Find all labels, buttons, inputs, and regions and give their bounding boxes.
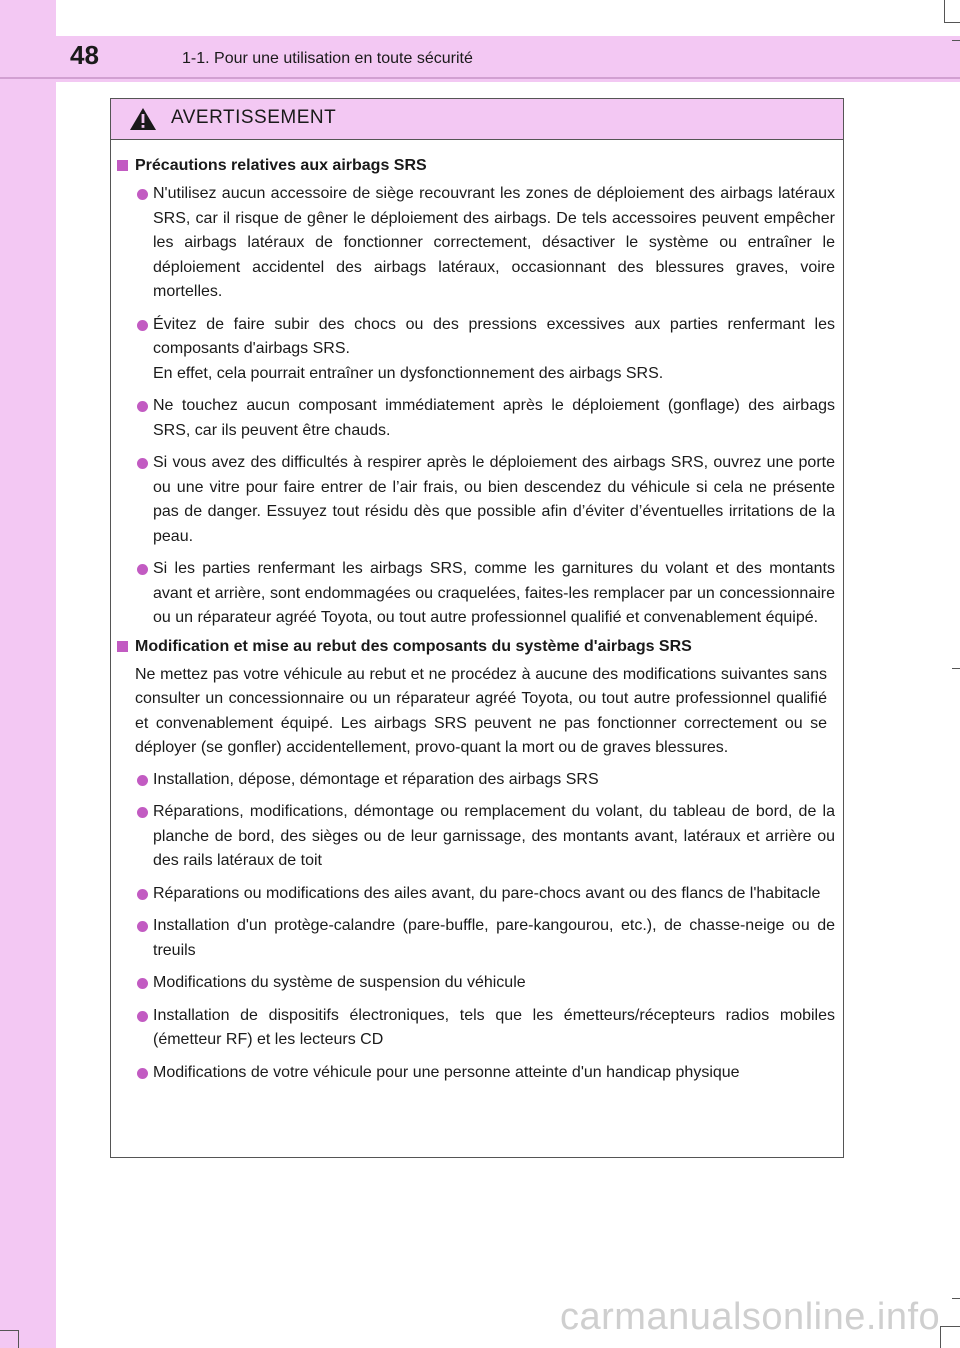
crop-mark [952, 1298, 960, 1299]
crop-mark [0, 1330, 18, 1331]
list-item: Installation d'un protège-calandre (pare-buffle, pare-kangourou, etc.), de chasse-neige ou de treuils [117, 914, 835, 963]
round-bullet-icon [137, 189, 148, 200]
list-item: Si les parties renfermant les airbags SRS, comme les garnitures du volant et des montants avant et arrière, sont endommagées ou craquelées, faites-les remplacer par un concessionnaire ou un réparateur agréé Toyota, ou tout autre professionnel qualifié et convenablement équipé. [117, 557, 835, 631]
warning-title: AVERTISSEMENT [171, 107, 337, 128]
round-bullet-icon [137, 458, 148, 469]
round-bullet-icon [137, 1011, 148, 1022]
left-margin-band [0, 0, 56, 1348]
round-bullet-icon [137, 807, 148, 818]
list-item: Installation, dépose, démontage et réparation des airbags SRS [117, 768, 835, 793]
square-bullet-icon [117, 641, 128, 652]
list-item: N'utilisez aucun accessoire de siège recouvrant les zones de déploiement des airbags latéraux SRS, car il risque de gêner le déploiement des airbags. De tels accessoires peuvent empêcher les airbags latéraux de fonctionner correctement, désactiver le système ou entraîner le déploiement accidentel des airbags latéraux, occasionnant des blessures graves, voire mortelles. [117, 182, 835, 305]
round-bullet-icon [137, 889, 148, 900]
crop-mark [944, 0, 945, 22]
crop-mark [944, 22, 960, 23]
crop-mark [952, 668, 960, 669]
round-bullet-icon [137, 921, 148, 932]
section-intro: Ne mettez pas votre véhicule au rebut et ne procédez à aucune des modifications suivantes sans consulter un concessionnaire ou un réparateur agréé Toyota, ou tout autre professionnel qualifié et convenablement équipé. Les airbags SRS peuvent ne pas fonctionner correctement ou se déployer (se gonfler) accidentellement, provo-quant la mort ou de graves blessures. [135, 665, 827, 756]
round-bullet-icon [137, 401, 148, 412]
chapter-title: 1-1. Pour une utilisation en toute sécurité [182, 50, 473, 67]
warning-header [111, 99, 843, 140]
list-item: Si vous avez des difficultés à respirer après le déploiement des airbags SRS, ouvrez une porte ou une vitre pour faire entrer de l’air frais, ou bien descendez du véhicule si cela ne présente pas de danger. Essuyez tout résidu dès que possible afin d’éviter d’éventuelles irritations de la peau. [117, 451, 835, 549]
round-bullet-icon [137, 775, 148, 786]
crop-mark [940, 1326, 960, 1327]
crop-mark [18, 1330, 19, 1348]
warning-box [110, 98, 844, 1158]
round-bullet-icon [137, 978, 148, 989]
watermark: carmanualsonline.info [560, 1296, 941, 1338]
list-item: Réparations ou modifications des ailes avant, du pare-chocs avant ou des flancs de l'habitacle [117, 882, 835, 907]
list-item: Réparations, modifications, démontage ou remplacement du volant, du tableau de bord, de la planche de bord, des sièges ou de leur garnissage, des montants avant, latéraux et arrière ou des rails latéraux de toit [117, 800, 835, 874]
list-item: Ne touchez aucun composant immédiatement après le déploiement (gonflage) des airbags SRS, car ils peuvent être chauds. [117, 394, 835, 443]
page-number: 48 [70, 40, 99, 70]
round-bullet-icon [137, 1068, 148, 1079]
round-bullet-icon [137, 564, 148, 575]
list-item: Évitez de faire subir des chocs ou des pressions excessives aux parties renfermant les composants d'airbags SRS. En effet, cela pourrait entraîner un dysfonctionnement des airbags SRS. [117, 313, 835, 387]
warning-content [111, 140, 843, 1085]
header-band [0, 36, 960, 82]
section-heading: Précautions relatives aux airbags SRS [117, 154, 835, 178]
section-heading: Modification et mise au rebut des composants du système d'airbags SRS [117, 635, 835, 659]
list-item: Modifications de votre véhicule pour une personne atteinte d'un handicap physique [117, 1061, 835, 1086]
square-bullet-icon [117, 160, 128, 171]
list-item: Modifications du système de suspension du véhicule [117, 971, 835, 996]
crop-mark [952, 40, 960, 41]
list-item: Installation de dispositifs électroniques, tels que les émetteurs/récepteurs radios mobiles (émetteur RF) et les lecteurs CD [117, 1004, 835, 1053]
round-bullet-icon [137, 320, 148, 331]
warning-triangle-icon [129, 107, 157, 131]
header-divider [0, 77, 960, 79]
